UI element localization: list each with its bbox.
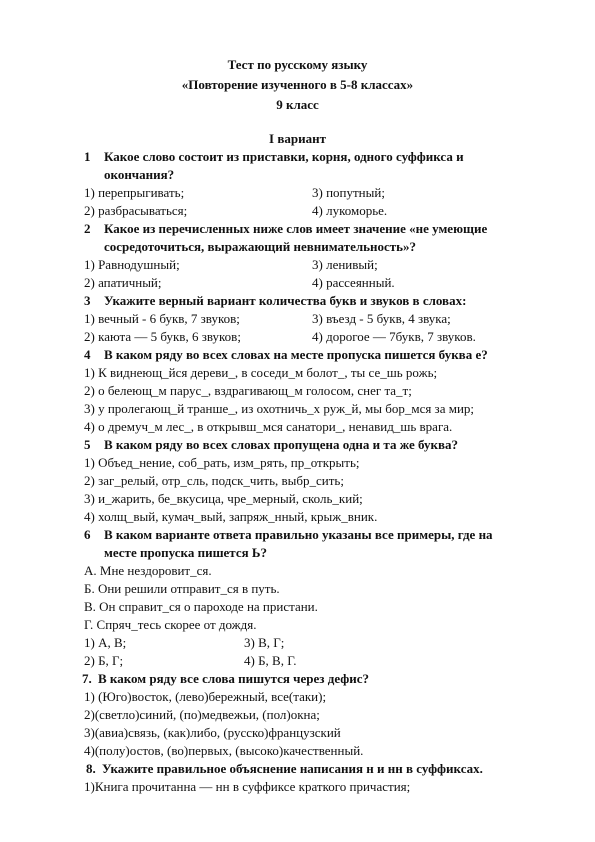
answer-option: 1) вечный - 6 букв, 7 звуков; <box>84 311 240 326</box>
answer-row <box>84 634 524 652</box>
answer-option: 3) попутный; <box>312 185 385 200</box>
answer-option: 3) ленивый; <box>312 257 378 272</box>
answer-option: 4)(полу)остов, (во)первых, (высоко)качественный. <box>84 743 364 758</box>
example-sentence: Г. Спряч_тесь скорее от дождя. <box>84 617 257 632</box>
answer-option: 1) перепрыгивать; <box>84 185 185 200</box>
answer-option: 1) А, В; <box>84 635 127 650</box>
question-text: Укажите верный вариант количества букв и звуков в словах: <box>104 293 467 308</box>
example-sentence: А. Мне нездоровит_ся. <box>84 563 212 578</box>
question-text: Какое слово состоит из приставки, корня, одного суффикса и окончания? <box>104 149 464 182</box>
question-number: 3 <box>84 293 91 308</box>
answer-option: 1)Книга прочитанна — нн в суффиксе краткого причастия; <box>84 779 411 794</box>
question-7 <box>82 670 524 688</box>
answer-row <box>84 652 524 670</box>
example-sentence: Б. Они решили отправит_ся в путь. <box>84 581 280 596</box>
answer-option: 3) В, Г; <box>244 635 285 650</box>
variant-label: I вариант <box>269 131 326 146</box>
answer-option: 4) лукоморье. <box>312 203 388 218</box>
answer-option: 4) Б, В, Г. <box>244 653 297 668</box>
answer-option: 3) въезд - 5 букв, 4 звука; <box>312 311 451 326</box>
question-text: В каком ряду все слова пишутся через дефис? <box>98 671 370 686</box>
answer-option: 3) у пролегающ_й траншe_, из охотничь_х руж_й, мы бор_мся за мир; <box>84 401 475 416</box>
question-3 <box>84 292 524 310</box>
answer-option: 1) (Юго)восток, (лево)бережный, все(таки); <box>84 689 327 704</box>
question-text: В каком ряду во всех словах на месте пропуска пишется буква е? <box>104 347 488 362</box>
answer-option: 3) и_жарить, бе_вкусица, чре_мерный, сколь_кий; <box>84 491 363 506</box>
question-text: В каком ряду во всех словах пропущена одна и та же буква? <box>104 437 459 452</box>
answer-option: 3)(авиа)связь, (как)либо, (русско)французский <box>84 725 341 740</box>
answer-option: 4) дорогое — 7букв, 7 звуков. <box>312 329 476 344</box>
document-subtitle: «Повторение изученного в 5-8 классах» <box>181 77 414 92</box>
question-5 <box>84 436 524 454</box>
question-number: 6 <box>84 527 91 542</box>
answer-option: 2) заг_релый, отр_сль, подск_чить, выбр_сить; <box>84 473 344 488</box>
answer-row <box>84 310 524 328</box>
answer-option: 2) Б, Г; <box>84 653 124 668</box>
question-4 <box>84 346 524 364</box>
answer-row <box>84 274 524 292</box>
answer-option: 1) Равнодушный; <box>84 257 180 272</box>
example-sentence: В. Он справит_ся о пароходе на пристани. <box>84 599 318 614</box>
answer-row <box>84 202 524 220</box>
answer-row <box>84 256 524 274</box>
grade-label: 9 класс <box>276 97 319 112</box>
answer-option: 4) холщ_вый, кумач_вый, запряж_нный, крыж_вник. <box>84 509 378 524</box>
answer-option: 2)(светло)синий, (по)медвежьи, (пол)окна; <box>84 707 320 722</box>
question-number: 7. <box>82 671 92 686</box>
question-number: 8. <box>86 761 96 776</box>
answer-option: 2) разбрасываться; <box>84 203 188 218</box>
answer-option: 1) Объед_нение, соб_рать, изм_рять, пр_открыть; <box>84 455 360 470</box>
questions-list <box>84 148 524 796</box>
question-2 <box>84 220 524 256</box>
question-1 <box>84 148 524 184</box>
question-8 <box>86 760 524 778</box>
answer-option: 2) апатичный; <box>84 275 162 290</box>
answer-option: 1) К виднеющ_йся дереви_, в соседи_м болот_, ты се_шь рожь; <box>84 365 438 380</box>
answer-row <box>84 328 524 346</box>
answer-option: 2) каюта — 5 букв, 6 звуков; <box>84 329 241 344</box>
question-text: Какое из перечисленных ниже слов имеет значение «не умеющие сосредоточиться, выражающий невнимательность»? <box>104 221 488 254</box>
answer-option: 4) рассеянный. <box>312 275 395 290</box>
answer-option: 2) о белеющ_м парус_, вздрагивающ_м голосом, снег та_т; <box>84 383 412 398</box>
question-number: 4 <box>84 347 91 362</box>
question-number: 5 <box>84 437 91 452</box>
document-title: Тест по русскому языку <box>227 57 368 72</box>
answer-option: 4) о дремуч_м лес_, в открывш_мся санатори_, ненавид_шь врага. <box>84 419 453 434</box>
question-number: 2 <box>84 221 91 236</box>
question-text: Укажите правильное объяснение написания н и нн в суффиксах. <box>102 761 483 776</box>
answer-row <box>84 184 524 202</box>
question-number: 1 <box>84 149 91 164</box>
question-text: В каком варианте ответа правильно указаны все примеры, где на месте пропуска пишется Ь? <box>104 527 493 560</box>
question-6 <box>84 526 524 562</box>
